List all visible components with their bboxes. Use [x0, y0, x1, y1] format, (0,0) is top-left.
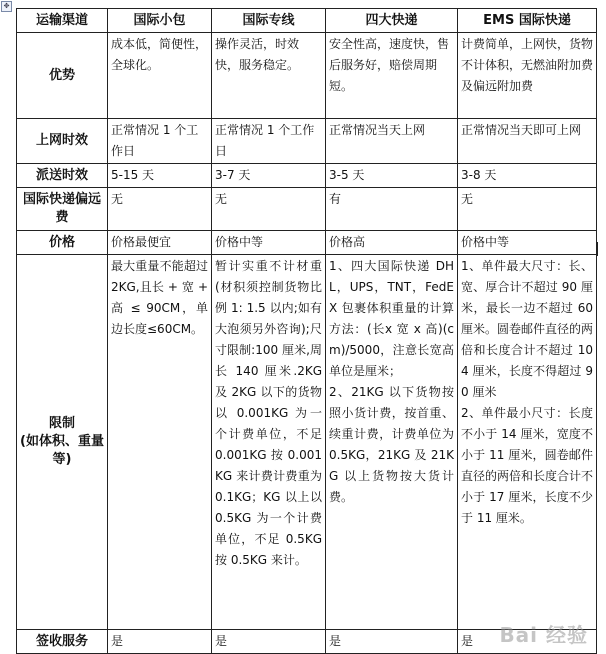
- table-cell: 价格高: [326, 231, 458, 255]
- table-row: [17, 255, 597, 630]
- table-cell: 是: [108, 630, 212, 654]
- header-dedicated-line: 国际专线: [212, 9, 326, 33]
- table-row: [17, 188, 597, 231]
- table-cell: 5-15 天: [108, 164, 212, 188]
- table-cell: 操作灵活，时效快，服务稳定。: [212, 33, 326, 119]
- table-cell: 价格中等: [458, 231, 597, 255]
- table-cell: 正常情况当天上网: [326, 119, 458, 164]
- row-label: 价格: [17, 231, 108, 255]
- text-cursor: [597, 242, 598, 256]
- table-cell: 无: [212, 188, 326, 231]
- row-label: 派送时效: [17, 164, 108, 188]
- table-cell: 是: [212, 630, 326, 654]
- row-label: 限制 (如体积、重量等): [17, 255, 108, 630]
- header-row: [17, 9, 597, 33]
- table-cell: 成本低，简便性，全球化。: [108, 33, 212, 119]
- table-cell: 是: [326, 630, 458, 654]
- table-cell: 正常情况当天即可上网: [458, 119, 597, 164]
- row-label: 优势: [17, 33, 108, 119]
- baidu-watermark: Bai 经验: [499, 623, 588, 647]
- header-channel: 运输渠道: [17, 9, 108, 33]
- table-cell: 有: [326, 188, 458, 231]
- table-row: [17, 33, 597, 119]
- header-small-packet: 国际小包: [108, 9, 212, 33]
- header-big-four: 四大快递: [326, 9, 458, 33]
- table-row: [17, 231, 597, 255]
- table-cell: 1、四大国际快递 DHL，UPS，TNT，FedEX 包裹体积重量的计算方法：(长x 宽 x 高)(cm)/5000，注意长宽高单位是厘米； 2、21KG 以下货物按照小货计费，按首重、续重计费，计费单位为 0.5KG，21KG 及 21KG 以上货物按大货计费。: [326, 255, 458, 630]
- table-cell: 1、单件最大尺寸：长、宽、厚合计不超过 90 厘米，最长一边不超过 60 厘米。圆卷邮件直径的两倍和长度合计不超过 104 厘米，长度不得超过 90 厘米 2、单件最小尺寸：长度不小于 14 厘米，宽度不小于 11 厘米，圆卷邮件直径的两倍和长度合计不小于 17 厘米，长度不少于 11 厘米。: [458, 255, 597, 630]
- table-cell: 价格最便宜: [108, 231, 212, 255]
- table-row: [17, 119, 597, 164]
- table-row: [17, 164, 597, 188]
- table-cell: 是: [458, 630, 597, 654]
- row-label: 签收服务: [17, 630, 108, 654]
- table-cell: 暂计实重不计材重(材积须控制货物比例 1: 1.5 以内;如有大泡须另外咨询);尺寸限制:100 厘米,周长 140 厘米.2KG 及 2KG 以下的货物以 0.001KG 为一个计费单位，不足 0.001KG 按 0.001KG 来计费计费重为 0.1KG；KG 以上以 0.5KG 为一个计费单位，不足 0.5KG 按 0.5KG 来计。: [212, 255, 326, 630]
- table-cell: 价格中等: [212, 231, 326, 255]
- row-label: 国际快递偏远费: [17, 188, 108, 231]
- row-label: 上网时效: [17, 119, 108, 164]
- table-cell: 计费简单，上网快，货物不计体积，无燃油附加费及偏远附加费: [458, 33, 597, 119]
- header-ems: EMS 国际快递: [458, 9, 597, 33]
- table-cell: 安全性高，速度快，售后服务好，赔偿周期短。: [326, 33, 458, 119]
- table-cell: 最大重量不能超过 2KG,且长 + 宽 + 高 ≤ 90CM，单边长度≤60CM。: [108, 255, 212, 630]
- table-cell: 3-7 天: [212, 164, 326, 188]
- table-cell: 正常情况 1 个工作日: [212, 119, 326, 164]
- table-move-handle[interactable]: ✥: [1, 1, 12, 12]
- table-cell: 3-5 天: [326, 164, 458, 188]
- table-cell: 无: [108, 188, 212, 231]
- table-cell: 3-8 天: [458, 164, 597, 188]
- table-cell: 正常情况 1 个工作日: [108, 119, 212, 164]
- table-cell: 无: [458, 188, 597, 231]
- comparison-table: [16, 8, 597, 654]
